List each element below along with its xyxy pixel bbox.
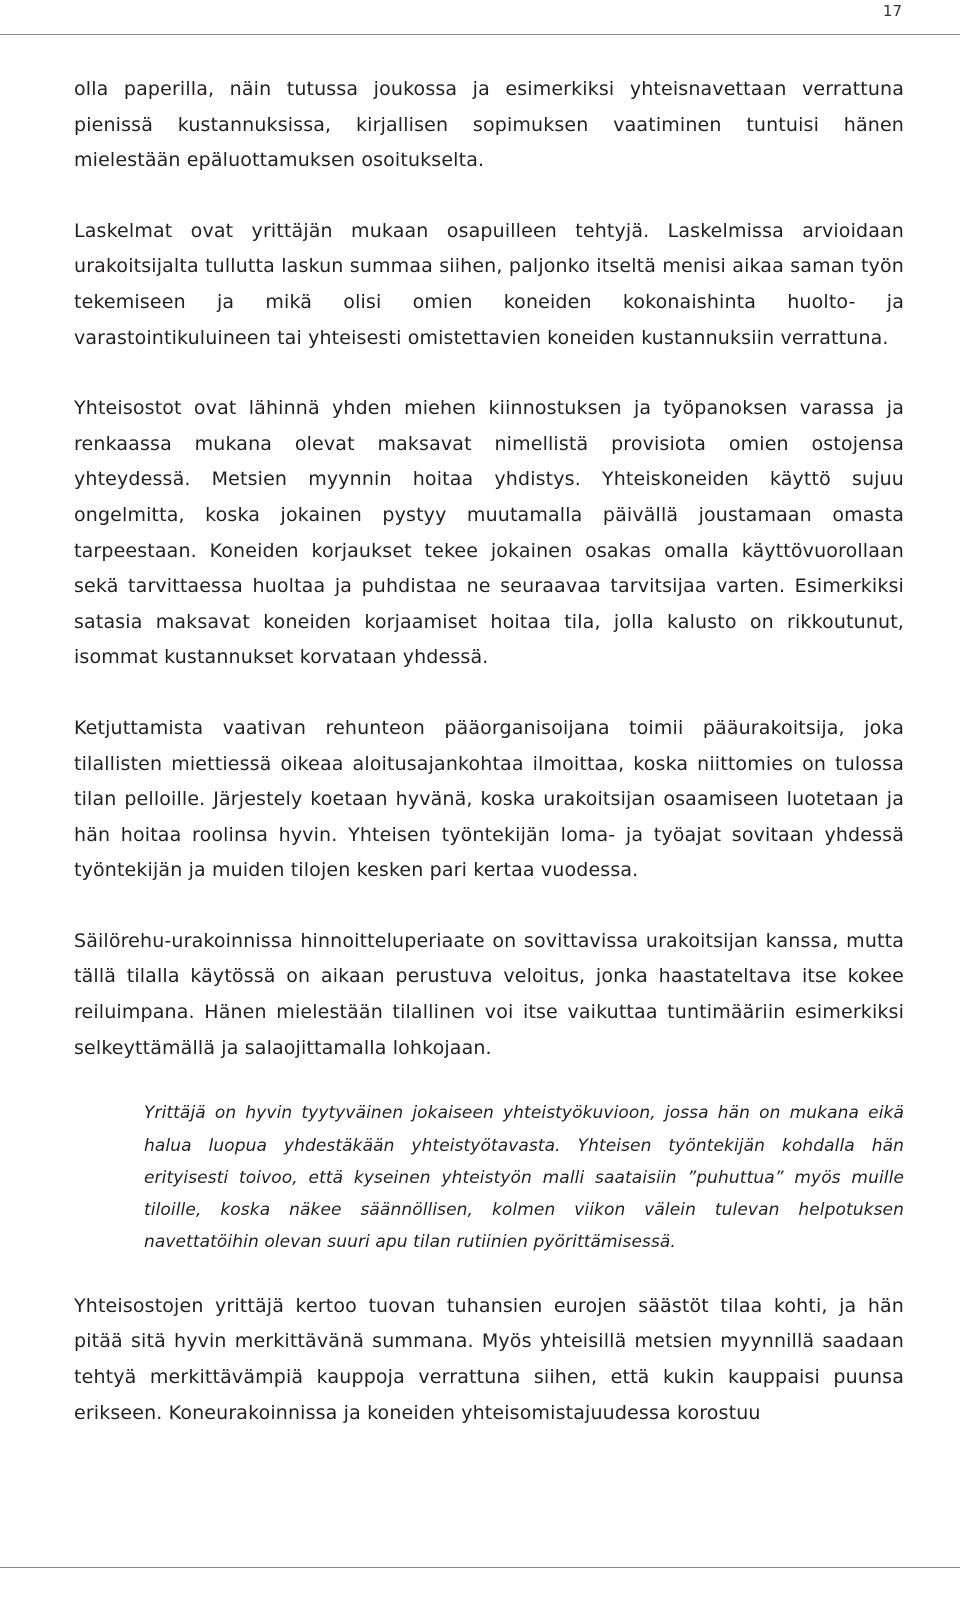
body-paragraph: olla paperilla, näin tutussa joukossa ja esimerkiksi yhteisnavettaan verrattuna pienissä kustannuksissa, kirjallisen sopimuksen vaatiminen tuntuisi hänen mielestään epäluottamuksen osoitukselta.: [74, 78, 904, 172]
header-divider: [0, 34, 960, 35]
body-paragraph: Laskelmat ovat yrittäjän mukaan osapuilleen tehtyjä. Laskelmissa arvioidaan urakoitsijalta tullutta laskun summaa siihen, paljonko itseltä menisi aikaa saman työn tekemiseen ja mikä olisi omien koneiden kokonaishinta huolto- ja varastointikuluineen tai yhteisesti omistettavien koneiden kustannuksiin verrattuna.: [74, 219, 904, 349]
page-number: 17: [882, 2, 902, 20]
body-paragraph: Säilörehu-urakoinnissa hinnoitteluperiaate on sovittavissa urakoitsijan kanssa, mutta tällä tilalla käytössä on aikaan perustuva veloitus, jonka haastateltava itse kokee reiluimpana. Hänen mielestään tilallinen voi itse vaikuttaa tuntimääriin esimerkiksi selkeyttämällä ja salaojittamalla lohkojaan.: [74, 929, 904, 1059]
body-paragraph: Ketjuttamista vaativan rehunteon pääorganisoijana toimii pääurakoitsija, joka tilallisten miettiessä oikeaa aloitusajankohtaa ilmoittaa, koska niittomies on tulossa tilan pelloille. Järjestely koetaan hyvänä, koska urakoitsijan osaamiseen luotetaan ja hän hoitaa roolinsa hyvin. Yhteisen työntekijän loma- ja työajat sovitaan yhdessä työntekijän ja muiden tilojen kesken pari kertaa vuodessa.: [74, 716, 904, 882]
footer-divider: [0, 1567, 960, 1568]
closing-paragraph: Yhteisostojen yrittäjä kertoo tuovan tuhansien eurojen säästöt tilaa kohti, ja hän pitää sitä hyvin merkittävänä summana. Myös yhteisillä metsien myynnillä saadaan tehtyä merkittävämpiä kauppoja verrattuna siihen, että kukin kauppaisi puunsa erikseen. Koneurakoinnissa ja koneiden yhteisomistajuudessa korostuu: [74, 1294, 904, 1424]
block-quote: Yrittäjä on hyvin tyytyväinen jokaiseen yhteistyökuvioon, jossa hän on mukana eikä halua luopua yhdestäkään yhteistyötavasta. Yhteisen työntekijän kohdalla hän erityisesti toivoo, että kyseinen yhteistyön malli saataisiin ”puhuttua” myös muille tiloille, koska näkee säännöllisen, kolmen viikon välein tulevan helpotuksen navettatöihin olevan suuri apu tilan rutiinien pyörittämisessä.: [144, 1103, 904, 1253]
page-body: [74, 72, 904, 1431]
body-paragraph: Yhteisostot ovat lähinnä yhden miehen kiinnostuksen ja työpanoksen varassa ja renkaassa mukana olevat maksavat nimellistä provisiota omien ostojensa yhteydessä. Metsien myynnin hoitaa yhdistys. Yhteiskoneiden käyttö sujuu ongelmitta, koska jokainen pystyy muutamalla päivällä joustamaan omasta tarpeestaan. Koneiden korjaukset tekee jokainen osakas omalla käyttövuorollaan sekä tarvittaessa huoltaa ja puhdistaa ne seuraavaa tarvitsijaa varten. Esimerkiksi satasia maksavat koneiden korjaamiset hoitaa tila, jolla kalusto on rikkoutunut, isommat kustannukset korvataan yhdessä.: [74, 397, 904, 669]
